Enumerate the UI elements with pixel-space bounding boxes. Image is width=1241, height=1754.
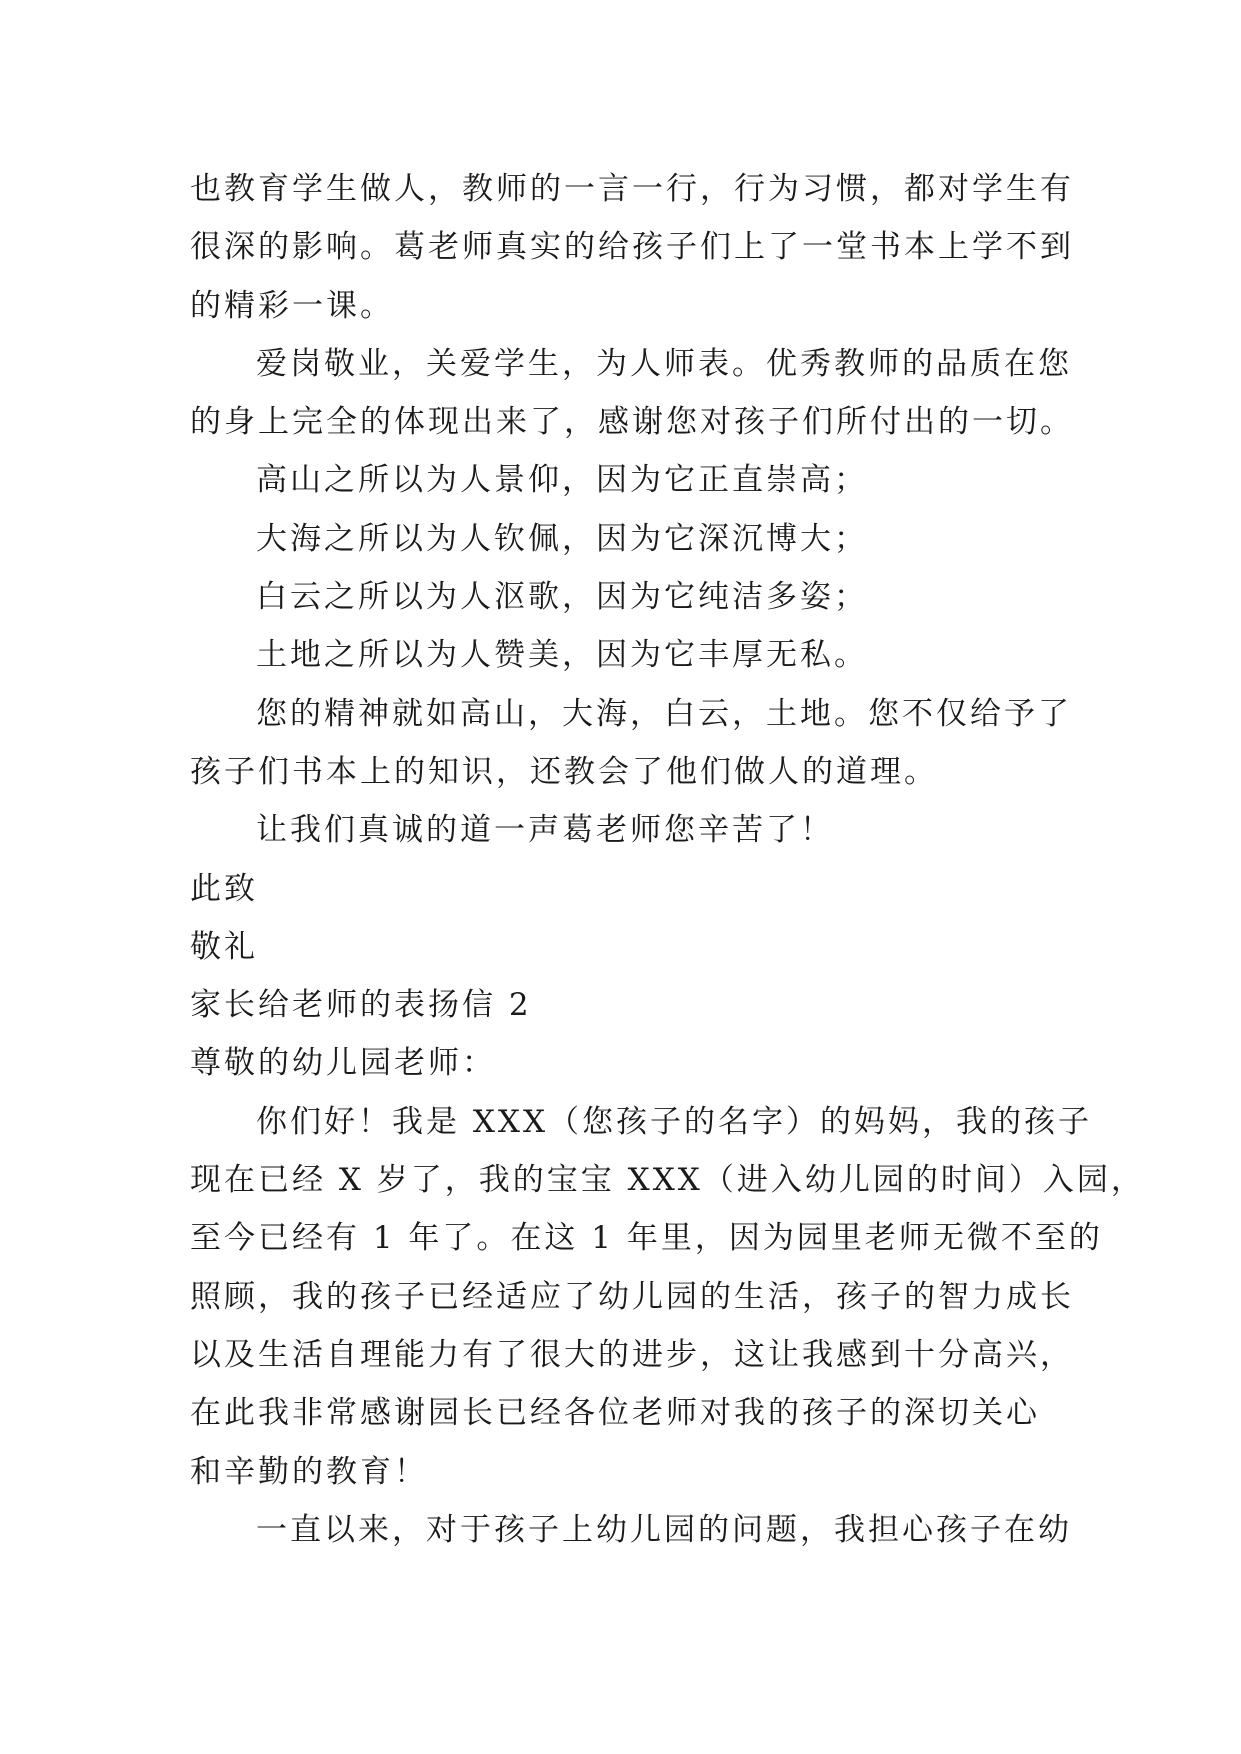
poem-line: 大海之所以为人钦佩，因为它深沉博大； — [256, 520, 868, 557]
greeting: 尊敬的幼儿园老师： — [190, 1045, 496, 1082]
section-title: 家长给老师的表扬信 2 — [190, 987, 532, 1024]
text-line: 的精彩一课。 — [190, 287, 394, 324]
closing-regards: 敬礼 — [190, 928, 258, 965]
paragraph-start: 爱岗敬业，关爱学生，为人师表。优秀教师的品质在您 — [256, 345, 1072, 382]
paragraph-start: 你们好！我是 XXX（您孩子的名字）的妈妈，我的孩子 — [256, 1103, 1093, 1140]
text-line: 的身上完全的体现出来了，感谢您对孩子们所付出的一切。 — [190, 404, 1074, 441]
paragraph-start: 一直以来，对于孩子上幼儿园的问题，我担心孩子在幼 — [256, 1511, 1072, 1548]
letter-body — [190, 160, 1145, 1559]
text-line: 在此我非常感谢园长已经各位老师对我的孩子的深切关心 — [190, 1395, 1040, 1432]
text-line: 现在已经 X 岁了，我的宝宝 XXX（进入幼儿园的时间）入园， — [190, 1162, 1145, 1199]
text-line: 孩子们书本上的知识，还教会了他们做人的道理。 — [190, 753, 938, 790]
text-line: 以及生活自理能力有了很大的进步，这让我感到十分高兴， — [190, 1336, 1074, 1373]
poem-line: 白云之所以为人沤歌，因为它纯洁多姿； — [256, 579, 868, 616]
text-line: 也教育学生做人，教师的一言一行，行为习惯，都对学生有 — [190, 171, 1074, 207]
poem-line: 土地之所以为人赞美，因为它丰厚无私。 — [256, 637, 868, 674]
closing-salutation: 此致 — [190, 870, 258, 907]
text-line: 至今已经有 1 年了。在这 1 年里，因为园里老师无微不至的 — [190, 1220, 1103, 1257]
text-line: 和辛勤的教育！ — [190, 1453, 428, 1490]
poem-line: 高山之所以为人景仰，因为它正直崇高； — [256, 462, 868, 499]
paragraph-start: 您的精神就如高山，大海，白云，土地。您不仅给予了 — [256, 695, 1072, 732]
text-line: 很深的影响。葛老师真实的给孩子们上了一堂书本上学不到 — [190, 229, 1074, 266]
text-line: 照顾，我的孩子已经适应了幼儿园的生活，孩子的智力成长 — [190, 1278, 1074, 1315]
paragraph-start: 让我们真诚的道一声葛老师您辛苦了！ — [256, 812, 834, 849]
